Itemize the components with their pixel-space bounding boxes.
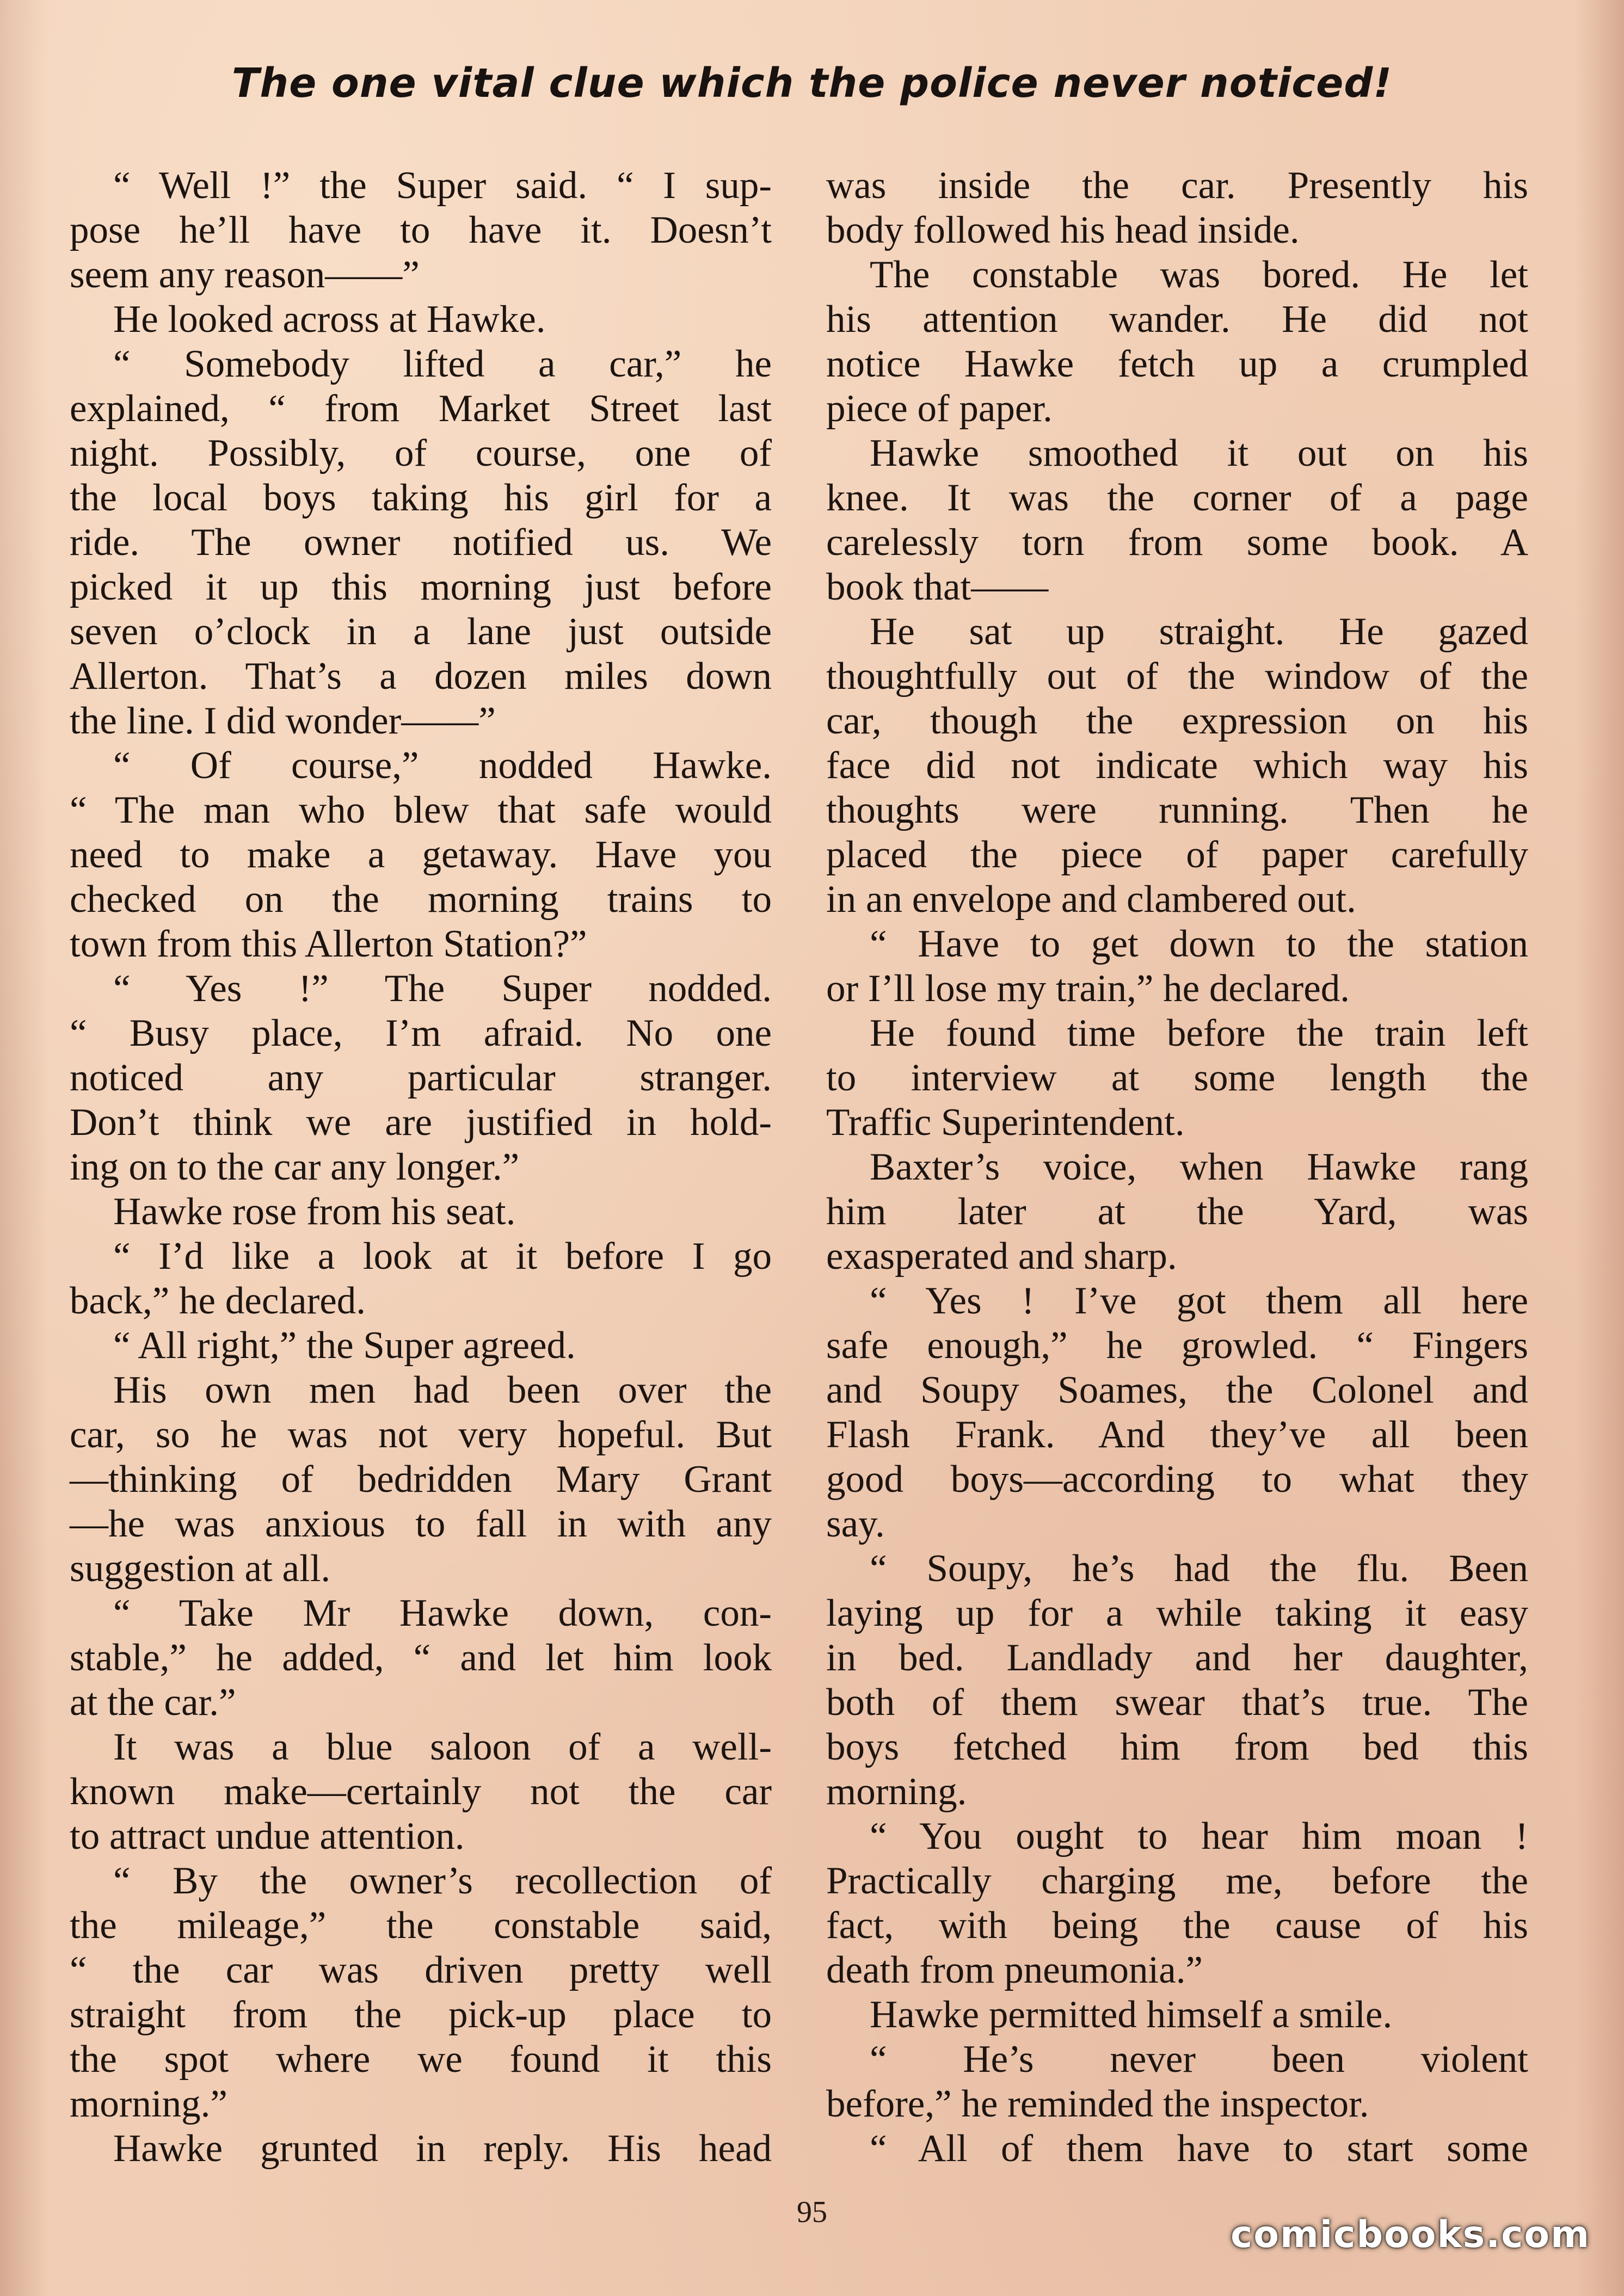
text-line: Baxter’s voice, when Hawke rang	[870, 1146, 1528, 1188]
text-line: ing on to the car any longer.”	[70, 1146, 520, 1188]
text-line: exasperated and sharp.	[826, 1235, 1177, 1277]
text-line: need to make a getaway. Have you	[70, 834, 772, 876]
text-line: “ I’d like a look at it before I go	[113, 1235, 772, 1277]
text-line: straight from the pick-up place to	[70, 1993, 772, 2036]
text-line: “ Busy place, I’m afraid. No one	[70, 1012, 772, 1054]
text-line: explained, “ from Market Street last	[70, 387, 772, 430]
text-line: back,” he declared.	[70, 1280, 366, 1322]
text-line: He sat up straight. He gazed	[870, 610, 1528, 653]
text-line: He looked across at Hawke.	[113, 298, 546, 341]
text-line: “ He’s never been violent	[870, 2038, 1528, 2081]
text-line: noticed any particular stranger.	[70, 1057, 772, 1099]
text-line: both of them swear that’s true. The	[826, 1681, 1528, 1724]
text-line: notice Hawke fetch up a crumpled	[826, 343, 1528, 385]
text-line: the line. I did wonder——”	[70, 700, 496, 742]
text-line: Traffic Superintendent.	[826, 1101, 1185, 1144]
text-line: boys fetched him from bed this	[826, 1726, 1528, 1768]
text-line: morning.	[826, 1770, 967, 1813]
text-line: “ Somebody lifted a car,” he	[113, 343, 772, 385]
text-line: Hawke smoothed it out on his	[870, 432, 1528, 474]
text-line: good boys—according to what they	[826, 1458, 1528, 1501]
text-line: ride. The owner notified us. We	[70, 521, 772, 564]
text-line: “ By the owner’s recollection of	[113, 1860, 772, 1902]
text-line: the local boys taking his girl for a	[70, 477, 772, 519]
text-line: stable,” he added, “ and let him look	[70, 1637, 772, 1679]
text-line: to attract undue attention.	[70, 1815, 465, 1857]
text-line: morning.”	[70, 2083, 227, 2125]
text-line: pose he’ll have to have it. Doesn’t	[70, 209, 772, 251]
text-line: night. Possibly, of course, one of	[70, 432, 772, 474]
text-line: the spot where we found it this	[70, 2038, 772, 2081]
text-line: Don’t think we are justified in hold-	[70, 1101, 772, 1144]
text-line: “ Soupy, he’s had the flu. Been	[870, 1547, 1528, 1590]
text-line: knee. It was the corner of a page	[826, 477, 1528, 519]
text-line: in an envelope and clambered out.	[826, 878, 1356, 921]
text-line: “ All of them have to start some	[870, 2127, 1528, 2170]
text-line: book that——	[826, 566, 1049, 608]
text-line: town from this Allerton Station?”	[70, 923, 587, 965]
watermark: comicbooks.com	[1230, 2213, 1590, 2256]
text-line: checked on the morning trains to	[70, 878, 772, 921]
text-line: his attention wander. He did not	[826, 298, 1528, 341]
text-line: known make—certainly not the car	[70, 1770, 772, 1813]
text-line: placed the piece of paper carefully	[826, 834, 1528, 876]
text-line: laying up for a while taking it easy	[826, 1592, 1528, 1634]
text-line: seven o’clock in a lane just outside	[70, 610, 772, 653]
text-line: or I’ll lose my train,” he declared.	[826, 967, 1350, 1010]
text-line: —he was anxious to fall in with any	[70, 1503, 772, 1545]
text-line: “ All right,” the Super agreed.	[113, 1324, 576, 1367]
text-line: —thinking of bedridden Mary Grant	[70, 1458, 772, 1501]
text-line: Practically charging me, before the	[826, 1860, 1528, 1902]
text-column-left	[70, 163, 772, 2171]
page-number: 95	[797, 2195, 827, 2229]
text-line: at the car.”	[70, 1681, 236, 1724]
text-line: “ the car was driven pretty well	[70, 1949, 772, 1991]
text-line: “ Have to get down to the station	[870, 923, 1528, 965]
text-line: It was a blue saloon of a well-	[113, 1726, 772, 1768]
text-line: to interview at some length the	[826, 1057, 1528, 1099]
text-line: “ The man who blew that safe would	[70, 789, 772, 831]
text-line: thoughts were running. Then he	[826, 789, 1528, 831]
text-line: picked it up this morning just before	[70, 566, 772, 608]
text-line: death from pneumonia.”	[826, 1949, 1203, 1991]
text-column-right	[826, 163, 1528, 2171]
text-line: “ Well !” the Super said. “ I sup-	[113, 164, 772, 207]
text-line: car, so he was not very hopeful. But	[70, 1414, 772, 1456]
text-line: safe enough,” he growled. “ Fingers	[826, 1324, 1528, 1367]
text-line: suggestion at all.	[70, 1547, 331, 1590]
text-line: “ Take Mr Hawke down, con-	[113, 1592, 772, 1634]
text-line: and Soupy Soames, the Colonel and	[826, 1369, 1528, 1411]
text-line: thoughtfully out of the window of the	[826, 655, 1528, 698]
text-line: Allerton. That’s a dozen miles down	[70, 655, 772, 698]
text-line: “ Of course,” nodded Hawke.	[113, 744, 772, 787]
text-line: in bed. Landlady and her daughter,	[826, 1637, 1528, 1679]
text-line: fact, with being the cause of his	[826, 1904, 1528, 1947]
text-line: “ Yes !” The Super nodded.	[113, 967, 772, 1010]
text-line: Hawke permitted himself a smile.	[870, 1993, 1393, 2036]
text-line: the mileage,” the constable said,	[70, 1904, 772, 1947]
text-line: “ Yes ! I’ve got them all here	[870, 1280, 1528, 1322]
text-line: body followed his head inside.	[826, 209, 1300, 251]
text-line: car, though the expression on his	[826, 700, 1528, 742]
text-line: He found time before the train left	[870, 1012, 1528, 1054]
text-line: Hawke grunted in reply. His head	[113, 2127, 772, 2170]
text-line: Flash Frank. And they’ve all been	[826, 1414, 1528, 1456]
text-line: Hawke rose from his seat.	[113, 1190, 516, 1233]
text-line: seem any reason——”	[70, 254, 420, 296]
text-line: “ You ought to hear him moan !	[870, 1815, 1528, 1857]
text-line: face did not indicate which way his	[826, 744, 1528, 787]
text-line: before,” he reminded the inspector.	[826, 2083, 1369, 2125]
headline: The one vital clue which the police never noticed!	[231, 60, 1393, 107]
text-line: His own men had been over the	[113, 1369, 772, 1411]
text-line: carelessly torn from some book. A	[826, 521, 1528, 564]
text-line: say.	[826, 1503, 885, 1545]
text-line: The constable was bored. He let	[870, 254, 1528, 296]
text-line: was inside the car. Presently his	[826, 164, 1528, 207]
text-line: piece of paper.	[826, 387, 1053, 430]
text-line: him later at the Yard, was	[826, 1190, 1528, 1233]
